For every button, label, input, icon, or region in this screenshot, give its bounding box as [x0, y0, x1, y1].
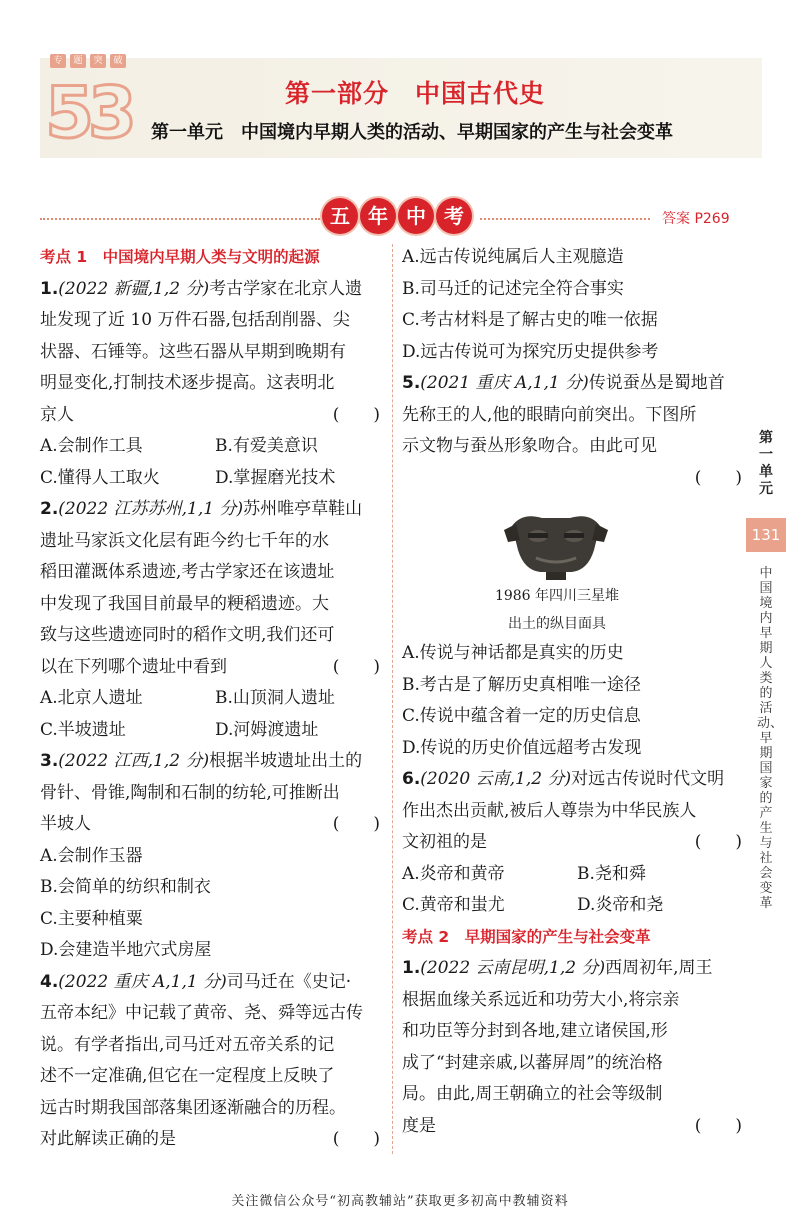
- line-text: 作出杰出贡献,被后人尊崇为中华民族人: [402, 800, 697, 821]
- question-text: 对远古传说时代文明: [571, 769, 725, 789]
- answer-blank: ( ): [332, 814, 380, 834]
- text-line: [402, 1048, 752, 1080]
- text-line: [40, 1093, 390, 1125]
- text-line: [402, 796, 752, 828]
- line-text: B.司马迁的记述完全符合事实: [402, 278, 624, 299]
- question-number: 3.: [40, 751, 59, 771]
- line-text: 述不一定准确,但它在一定程度上反映了: [40, 1066, 335, 1086]
- line-text: 状器、石锤等。这些石器从早期到晚期有: [40, 341, 346, 362]
- question-source: (2022 江苏苏州,1,1 分): [58, 499, 244, 519]
- text-line: [40, 589, 390, 621]
- option-text: B.山顶洞人遗址: [215, 688, 335, 708]
- section-divider-right: [480, 218, 650, 220]
- line-text: B.会简单的纺织和制衣: [40, 877, 211, 897]
- question-text: 苏州唯亭草鞋山: [243, 499, 363, 519]
- line-text: 致与这些遗迹同时的稻作文明,我们还可: [40, 625, 335, 645]
- text-line: [40, 1030, 390, 1062]
- line-text: D.会建造半地穴式房屋: [40, 940, 212, 960]
- answer-reference: 答案 P269: [662, 211, 730, 227]
- text-line: [402, 305, 752, 337]
- text-line: [402, 242, 752, 274]
- logo-number: 53: [45, 72, 131, 154]
- question-source: (2021 重庆 A,1,1 分): [420, 373, 589, 393]
- answer-blank: ( ): [332, 404, 380, 425]
- answer-blank: ( ): [332, 1129, 380, 1149]
- option-text: A.北京人遗址: [40, 688, 143, 708]
- line-text: 稻田灌溉体系遗迹,考古学家还在该遗址: [40, 562, 335, 582]
- line-text: 成了“封建亲戚,以蕃屏周”的统治格: [402, 1052, 663, 1073]
- question-line: [402, 953, 752, 985]
- text-line: [402, 1016, 752, 1048]
- line-text: C.主要种植粟: [40, 908, 143, 929]
- text-line: [40, 1124, 390, 1156]
- line-text: 址发现了近 10 万件石器,包括刮削器、尖: [40, 310, 350, 330]
- logo-char: 突: [90, 54, 106, 68]
- footer-note: 关注微信公众号“初高教辅站”获取更多初高中教辅资料: [231, 1194, 569, 1209]
- option-text: C.黄帝和蚩尤: [402, 895, 505, 915]
- line-text: 先称王的人,他的眼睛向前突出。下图所: [402, 404, 697, 425]
- line-text: 半坡人: [40, 814, 91, 834]
- line-text: 根据血缘关系远近和功劳大小,将宗亲: [402, 989, 680, 1010]
- figure-caption-line2: 出土的纵目面具: [508, 616, 606, 632]
- option-row: [402, 890, 752, 922]
- side-tab: [746, 430, 786, 911]
- line-text: 说。有学者指出,司马迁对五帝关系的记: [40, 1034, 335, 1055]
- question-text: 考古学家在北京人遗: [209, 278, 363, 299]
- line-text: 局。由此,周王朝确立的社会等级制: [402, 1084, 663, 1104]
- line-text: 中发现了我国目前最早的粳稻遗迹。大: [40, 593, 329, 614]
- text-line: [402, 670, 752, 702]
- option-row: [40, 715, 390, 747]
- question-number: 1.: [40, 278, 59, 299]
- option-text: D.掌握磨光技术: [215, 467, 336, 488]
- logo-char: 专: [50, 54, 66, 68]
- text-line: [40, 809, 390, 841]
- option-row: [402, 859, 752, 891]
- question-line: [40, 494, 390, 526]
- text-line: [402, 701, 752, 733]
- text-line: [40, 620, 390, 652]
- line-text: 以在下列哪个遗址中看到: [40, 656, 227, 677]
- text-line: [402, 1111, 752, 1143]
- text-line: [402, 827, 752, 859]
- text-line: [402, 274, 752, 306]
- line-text: 示文物与蚕丛形象吻合。由此可见: [402, 436, 657, 456]
- answer-blank: ( ): [694, 832, 742, 852]
- text-line: [40, 904, 390, 936]
- logo-top-chars: [50, 54, 126, 68]
- line-text: 对此解读正确的是: [40, 1129, 176, 1149]
- text-line: [402, 985, 752, 1017]
- side-unit-description: 中国境内早期人类的活动、早期国家的产生与社会变革: [757, 566, 784, 911]
- answer-blank: ( ): [332, 656, 380, 677]
- option-row: [40, 683, 390, 715]
- option-row: [40, 463, 390, 495]
- line-text: 远古时期我国部落集团逐渐融合的历程。: [40, 1097, 346, 1118]
- option-text: A.炎帝和黄帝: [402, 863, 505, 884]
- text-line: [40, 242, 390, 274]
- text-line: [40, 305, 390, 337]
- unit-title: 第一单元 中国境内早期人类的活动、早期国家的产生与社会变革: [151, 122, 673, 143]
- section-divider-left: [40, 218, 320, 220]
- question-number: 6.: [402, 769, 421, 789]
- badge-char: 中: [398, 198, 434, 234]
- line-text: A.传说与神话都是真实的历史: [402, 643, 624, 663]
- question-source: (2022 新疆,1,2 分): [58, 278, 210, 299]
- logo-char: 破: [110, 54, 126, 68]
- figure-caption-line1: 1986 年四川三星堆: [494, 588, 620, 604]
- question-line: [40, 746, 390, 778]
- logo-char: 题: [70, 54, 86, 68]
- question-source: (2020 云南,1,2 分): [420, 769, 572, 789]
- line-text: B.考古是了解历史真相唯一途径: [402, 674, 641, 695]
- topic-heading: 考点 1 中国境内早期人类与文明的起源: [40, 248, 320, 266]
- page-number: 131: [746, 518, 786, 552]
- part-title: 第一部分 中国古代史: [284, 79, 545, 108]
- line-text: 文初祖的是: [402, 832, 487, 852]
- text-line: [40, 935, 390, 967]
- answer-blank: ( ): [694, 467, 742, 488]
- line-text: C.传说中蕴含着一定的历史信息: [402, 706, 641, 726]
- line-text: D.远古传说可为探究历史提供参考: [402, 341, 659, 362]
- text-line: [402, 922, 752, 954]
- question-text: 传说蚕丛是蜀地首: [588, 373, 725, 393]
- question-line: [402, 368, 752, 400]
- bronze-mask-image: [502, 506, 610, 582]
- line-text: 和功臣等分封到各地,建立诸侯国,形: [402, 1021, 668, 1041]
- line-text: 骨针、骨锥,陶制和石制的纺轮,可推断出: [40, 782, 340, 803]
- text-line: [40, 652, 390, 684]
- right-column: [402, 242, 752, 1142]
- answer-blank: ( ): [694, 1115, 742, 1136]
- text-line: [40, 872, 390, 904]
- option-text: B.有爱美意识: [215, 436, 318, 456]
- option-text: A.会制作工具: [40, 436, 143, 456]
- line-text: 遗址马家浜文化层有距今约七千年的水: [40, 530, 329, 551]
- topic-heading: 考点 2 早期国家的产生与社会变革: [402, 927, 651, 946]
- text-line: [40, 368, 390, 400]
- question-number: 4.: [40, 971, 59, 992]
- section-badge: [322, 198, 472, 234]
- question-source: (2022 云南昆明,1,2 分): [420, 958, 606, 978]
- figure: [402, 494, 752, 624]
- question-text: 根据半坡遗址出土的: [209, 751, 363, 771]
- line-text: 明显变化,打制技术逐步提高。这表明北: [40, 373, 335, 393]
- text-line: [40, 1061, 390, 1093]
- text-line: [40, 526, 390, 558]
- option-text: D.河姆渡遗址: [215, 719, 319, 740]
- line-text: 五帝本纪》中记载了黄帝、尧、舜等远古传: [40, 1003, 363, 1023]
- badge-char: 五: [322, 198, 358, 234]
- question-line: [40, 274, 390, 306]
- question-line: [40, 967, 390, 999]
- line-text: D.传说的历史价值远超考古发现: [402, 737, 642, 758]
- option-text: B.尧和舜: [577, 863, 646, 884]
- text-line: [40, 841, 390, 873]
- option-text: C.懂得人工取火: [40, 467, 160, 488]
- side-unit-label: 第一单元: [759, 430, 773, 497]
- option-row: [40, 431, 390, 463]
- badge-char: 考: [436, 198, 472, 234]
- right-column-bottom: [402, 638, 752, 1142]
- question-text: 西周初年,周王: [605, 958, 713, 978]
- question-number: 1.: [402, 958, 421, 978]
- line-text: C.考古材料是了解古史的唯一依据: [402, 310, 658, 330]
- question-source: (2022 江西,1,2 分): [58, 751, 210, 771]
- left-column: [40, 242, 390, 1156]
- option-text: C.半坡遗址: [40, 719, 126, 740]
- text-line: [40, 998, 390, 1030]
- question-line: [402, 764, 752, 796]
- text-line: [40, 337, 390, 369]
- right-column-top: [402, 242, 752, 494]
- text-line: [402, 400, 752, 432]
- line-text: 京人: [40, 404, 74, 425]
- line-text: A.会制作玉器: [40, 845, 143, 866]
- text-line: [40, 557, 390, 589]
- text-line: [402, 463, 752, 495]
- line-text: A.远古传说纯属后人主观臆造: [402, 247, 624, 267]
- text-line: [402, 431, 752, 463]
- question-source: (2022 重庆 A,1,1 分): [58, 971, 227, 992]
- text-line: [402, 733, 752, 765]
- text-line: [40, 400, 390, 432]
- column-divider: [392, 244, 393, 1154]
- badge-char: 年: [360, 198, 396, 234]
- question-number: 2.: [40, 499, 59, 519]
- question-number: 5.: [402, 373, 421, 393]
- text-line: [402, 1079, 752, 1111]
- line-text: 度是: [402, 1115, 436, 1136]
- text-line: [402, 337, 752, 369]
- text-line: [402, 638, 752, 670]
- option-text: D.炎帝和尧: [577, 895, 664, 915]
- text-line: [40, 778, 390, 810]
- question-text: 司马迁在《史记·: [226, 971, 352, 992]
